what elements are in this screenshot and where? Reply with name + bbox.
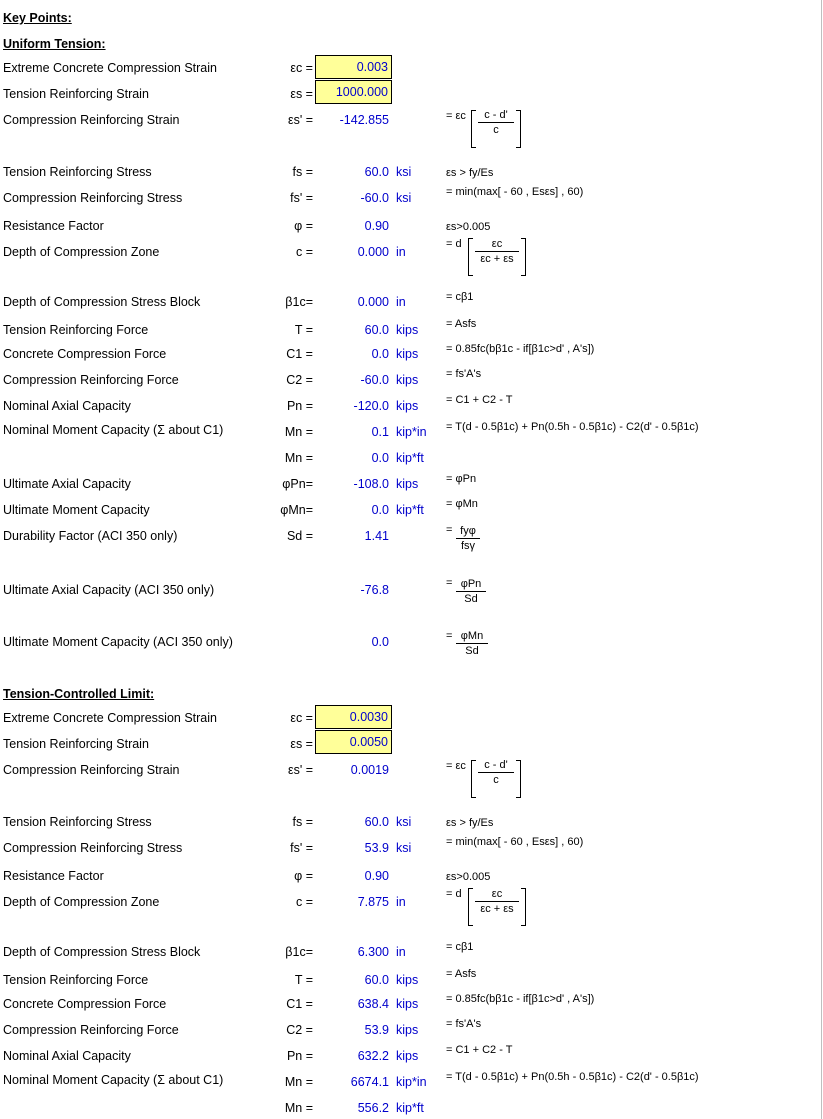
label-umc350: Ultimate Moment Capacity (ACI 350 only) <box>3 635 233 649</box>
bracket-right <box>516 760 521 798</box>
unit-trf: kips <box>396 323 419 337</box>
label-nmc-2: Nominal Moment Capacity (Σ about C1) <box>3 1073 224 1087</box>
label-ecc: Extreme Concrete Compression Strain <box>3 61 217 75</box>
sym-nmc2: Mn = <box>284 451 313 465</box>
note-dcz-2: = d <box>446 888 462 900</box>
sym-cst: fs' = <box>290 191 313 205</box>
unit-ccf: kips <box>396 347 419 361</box>
bracket-left <box>471 110 476 148</box>
value-ccf: 0.0 <box>371 347 389 361</box>
note-dsb: = cβ1 <box>446 291 474 303</box>
value-nmc2: 0.0 <box>371 451 389 465</box>
bracket-right <box>521 238 526 276</box>
value-df: 1.41 <box>364 529 389 543</box>
label-trs-2: Tension Reinforcing Strain <box>3 737 149 751</box>
note-umc: = φMn <box>446 498 478 510</box>
label-nmc: Nominal Moment Capacity (Σ about C1) <box>3 423 224 437</box>
sym-crs-2: εs' = <box>288 763 313 777</box>
label-rf: Resistance Factor <box>3 219 104 233</box>
sym-df: Sd = <box>286 529 313 543</box>
label-trf-2: Tension Reinforcing Force <box>3 973 149 987</box>
fraction-df: fyφ fsγ <box>456 524 480 553</box>
unit-tst-2: ksi <box>396 815 412 829</box>
note-rf-2: εs>0.005 <box>446 871 491 883</box>
sym-trs-2: εs = <box>290 737 313 751</box>
sym-rf: φ = <box>294 219 313 233</box>
label-ccf: Concrete Compression Force <box>3 347 167 361</box>
value-dsb-2: 6.300 <box>357 945 389 959</box>
label-nac-2: Nominal Axial Capacity <box>3 1049 131 1063</box>
note-nmc-2: = T(d - 0.5β1c) + Pn(0.5h - 0.5β1c) - C2(d' - 0.5β1c) <box>446 1071 699 1083</box>
sym-umc: φMn= <box>280 503 313 517</box>
bracket-left <box>468 888 473 926</box>
label-cst-2: Compression Reinforcing Stress <box>3 841 183 855</box>
value-dsb: 0.000 <box>357 295 389 309</box>
note-trf-2: = Asfs <box>446 968 477 980</box>
unit-dsb: in <box>396 295 406 309</box>
label-crf-2: Compression Reinforcing Force <box>3 1023 179 1037</box>
note-tst-2: εs > fy/Es <box>446 817 494 829</box>
unit-ccf-2: kips <box>396 997 419 1011</box>
label-ccf-2: Concrete Compression Force <box>3 997 167 1011</box>
unit-crf-2: kips <box>396 1023 419 1037</box>
label-dsb: Depth of Compression Stress Block <box>3 295 201 309</box>
note-ccf: = 0.85fc(bβ1c - if[β1c>d' , A's]) <box>446 343 595 355</box>
unit-crf: kips <box>396 373 419 387</box>
label-dcz: Depth of Compression Zone <box>3 245 160 259</box>
unit-nac: kips <box>396 399 419 413</box>
sym-dcz-2: c = <box>295 895 313 909</box>
sym-cst-2: fs' = <box>290 841 313 855</box>
note-nac-2: = C1 + C2 - T <box>446 1044 513 1056</box>
value-tst: 60.0 <box>364 165 389 179</box>
sym-dsb-2: β1c= <box>285 945 313 959</box>
unit-dsb-2: in <box>396 945 406 959</box>
note-uac350: = <box>446 577 453 589</box>
value-rf-2: 0.90 <box>364 869 389 883</box>
sym-tst: fs = <box>292 165 313 179</box>
sym-dsb: β1c= <box>285 295 313 309</box>
unit-umc: kip*ft <box>396 503 424 517</box>
fraction-depth-2: $\frac{\varepsilon c}{\varepsilon c + \varepsilon s}$ <box>475 887 519 916</box>
sym-trs: εs = <box>290 87 313 101</box>
input-ecc-2[interactable]: 0.0030 <box>315 705 392 729</box>
value-nmc2-2: 556.2 <box>357 1101 389 1115</box>
value-dcz-2: 7.875 <box>357 895 389 909</box>
label-dsb-2: Depth of Compression Stress Block <box>3 945 201 959</box>
unit-tst: ksi <box>396 165 412 179</box>
sym-crs: εs' = <box>288 113 313 127</box>
label-ecc-2: Extreme Concrete Compression Strain <box>3 711 217 725</box>
note-rf: εs>0.005 <box>446 221 491 233</box>
sym-rf-2: φ = <box>294 869 313 883</box>
page-title: Key Points: <box>3 11 72 25</box>
label-uac350: Ultimate Axial Capacity (ACI 350 only) <box>3 583 215 597</box>
sym-nac-2: Pn = <box>286 1049 313 1063</box>
sym-nac: Pn = <box>286 399 313 413</box>
sym-trf: T = <box>294 323 313 337</box>
label-crs-2: Compression Reinforcing Strain <box>3 763 180 777</box>
bracket-left <box>471 760 476 798</box>
value-crf: -60.0 <box>360 373 389 387</box>
unit-nmc2-2: kip*ft <box>396 1101 424 1115</box>
value-cst: -60.0 <box>360 191 389 205</box>
note-nac: = C1 + C2 - T <box>446 394 513 406</box>
unit-nmc2: kip*ft <box>396 451 424 465</box>
note-dcz: = d <box>446 238 462 250</box>
bracket-right <box>516 110 521 148</box>
value-dcz: 0.000 <box>357 245 389 259</box>
value-crf-2: 53.9 <box>364 1023 389 1037</box>
note-dsb-2: = cβ1 <box>446 941 474 953</box>
value-nmc-2: 6674.1 <box>350 1075 389 1089</box>
sym-ecc-2: εc = <box>290 711 313 725</box>
value-rf: 0.90 <box>364 219 389 233</box>
value-uac: -108.0 <box>353 477 389 491</box>
unit-uac: kips <box>396 477 419 491</box>
label-trf: Tension Reinforcing Force <box>3 323 149 337</box>
sym-tst-2: fs = <box>292 815 313 829</box>
note-cst: = min(max[ - 60 , Esεs] , 60) <box>446 186 584 198</box>
label-nac: Nominal Axial Capacity <box>3 399 131 413</box>
value-cst-2: 53.9 <box>364 841 389 855</box>
note-cst-2: = min(max[ - 60 , Esεs] , 60) <box>446 836 584 848</box>
sym-ecc: εc = <box>290 61 313 75</box>
sym-ccf: C1 = <box>286 347 313 361</box>
value-uac350: -76.8 <box>360 583 389 597</box>
unit-trf-2: kips <box>396 973 419 987</box>
section-heading-uniform-tension: Uniform Tension: <box>3 37 106 51</box>
sym-nmc: Mn = <box>284 425 313 439</box>
label-crf: Compression Reinforcing Force <box>3 373 179 387</box>
value-nac-2: 632.2 <box>357 1049 389 1063</box>
sym-crf: C2 = <box>286 373 313 387</box>
bracket-right <box>521 888 526 926</box>
fraction-strain-2: $\frac{c - d'}{c}$ <box>478 758 514 787</box>
label-tst: Tension Reinforcing Stress <box>3 165 152 179</box>
value-crs: -142.855 <box>339 113 389 127</box>
value-crs-2: 0.0019 <box>350 763 389 777</box>
label-crs: Compression Reinforcing Strain <box>3 113 180 127</box>
value-trf: 60.0 <box>364 323 389 337</box>
value-umc: 0.0 <box>371 503 389 517</box>
label-uac: Ultimate Axial Capacity <box>3 477 131 491</box>
input-trs[interactable]: 1000.000 <box>315 80 392 104</box>
note-crs-2: = εc <box>446 760 466 772</box>
value-umc350: 0.0 <box>371 635 389 649</box>
unit-nmc: kip*in <box>396 425 427 439</box>
fraction-strain: $\frac{c - d'}{c}$ <box>478 108 514 137</box>
unit-nmc-2: kip*in <box>396 1075 427 1089</box>
unit-dcz: in <box>396 245 406 259</box>
input-trs-2[interactable]: 0.0050 <box>315 730 392 754</box>
note-ccf-2: = 0.85fc(bβ1c - if[β1c>d' , A's]) <box>446 993 595 1005</box>
unit-nac-2: kips <box>396 1049 419 1063</box>
label-cst: Compression Reinforcing Stress <box>3 191 183 205</box>
note-nmc: = T(d - 0.5β1c) + Pn(0.5h - 0.5β1c) - C2(d' - 0.5β1c) <box>446 421 699 433</box>
note-crf-2: = fs'A's <box>446 1018 482 1030</box>
note-df: = <box>446 524 453 536</box>
sym-crf-2: C2 = <box>286 1023 313 1037</box>
unit-cst: ksi <box>396 191 412 205</box>
fraction-umc350: φMn Sd <box>456 629 488 658</box>
label-dcz-2: Depth of Compression Zone <box>3 895 160 909</box>
value-tst-2: 60.0 <box>364 815 389 829</box>
section-heading-tension-controlled: Tension-Controlled Limit: <box>3 687 155 701</box>
label-df: Durability Factor (ACI 350 only) <box>3 529 178 543</box>
unit-dcz-2: in <box>396 895 406 909</box>
note-trf: = Asfs <box>446 318 477 330</box>
note-crs: = εc <box>446 110 466 122</box>
sym-ccf-2: C1 = <box>286 997 313 1011</box>
note-crf: = fs'A's <box>446 368 482 380</box>
label-trs: Tension Reinforcing Strain <box>3 87 149 101</box>
fraction-uac350: φPn Sd <box>456 577 486 606</box>
value-nac: -120.0 <box>353 399 389 413</box>
sym-trf-2: T = <box>294 973 313 987</box>
sym-uac: φPn= <box>282 477 313 491</box>
fraction-depth: $\frac{\varepsilon c}{\varepsilon c + \varepsilon s}$ <box>475 237 519 266</box>
note-umc350: = <box>446 630 453 642</box>
label-tst-2: Tension Reinforcing Stress <box>3 815 152 829</box>
note-tst: εs > fy/Es <box>446 167 494 179</box>
value-nmc: 0.1 <box>371 425 389 439</box>
sym-dcz: c = <box>295 245 313 259</box>
note-uac: = φPn <box>446 473 477 485</box>
value-ccf-2: 638.4 <box>357 997 389 1011</box>
unit-cst-2: ksi <box>396 841 412 855</box>
label-umc: Ultimate Moment Capacity <box>3 503 150 517</box>
sym-nmc-2: Mn = <box>284 1075 313 1089</box>
value-trf-2: 60.0 <box>364 973 389 987</box>
sym-nmc2-2: Mn = <box>284 1101 313 1115</box>
label-rf-2: Resistance Factor <box>3 869 104 883</box>
bracket-left <box>468 238 473 276</box>
input-ecc[interactable]: 0.003 <box>315 55 392 79</box>
